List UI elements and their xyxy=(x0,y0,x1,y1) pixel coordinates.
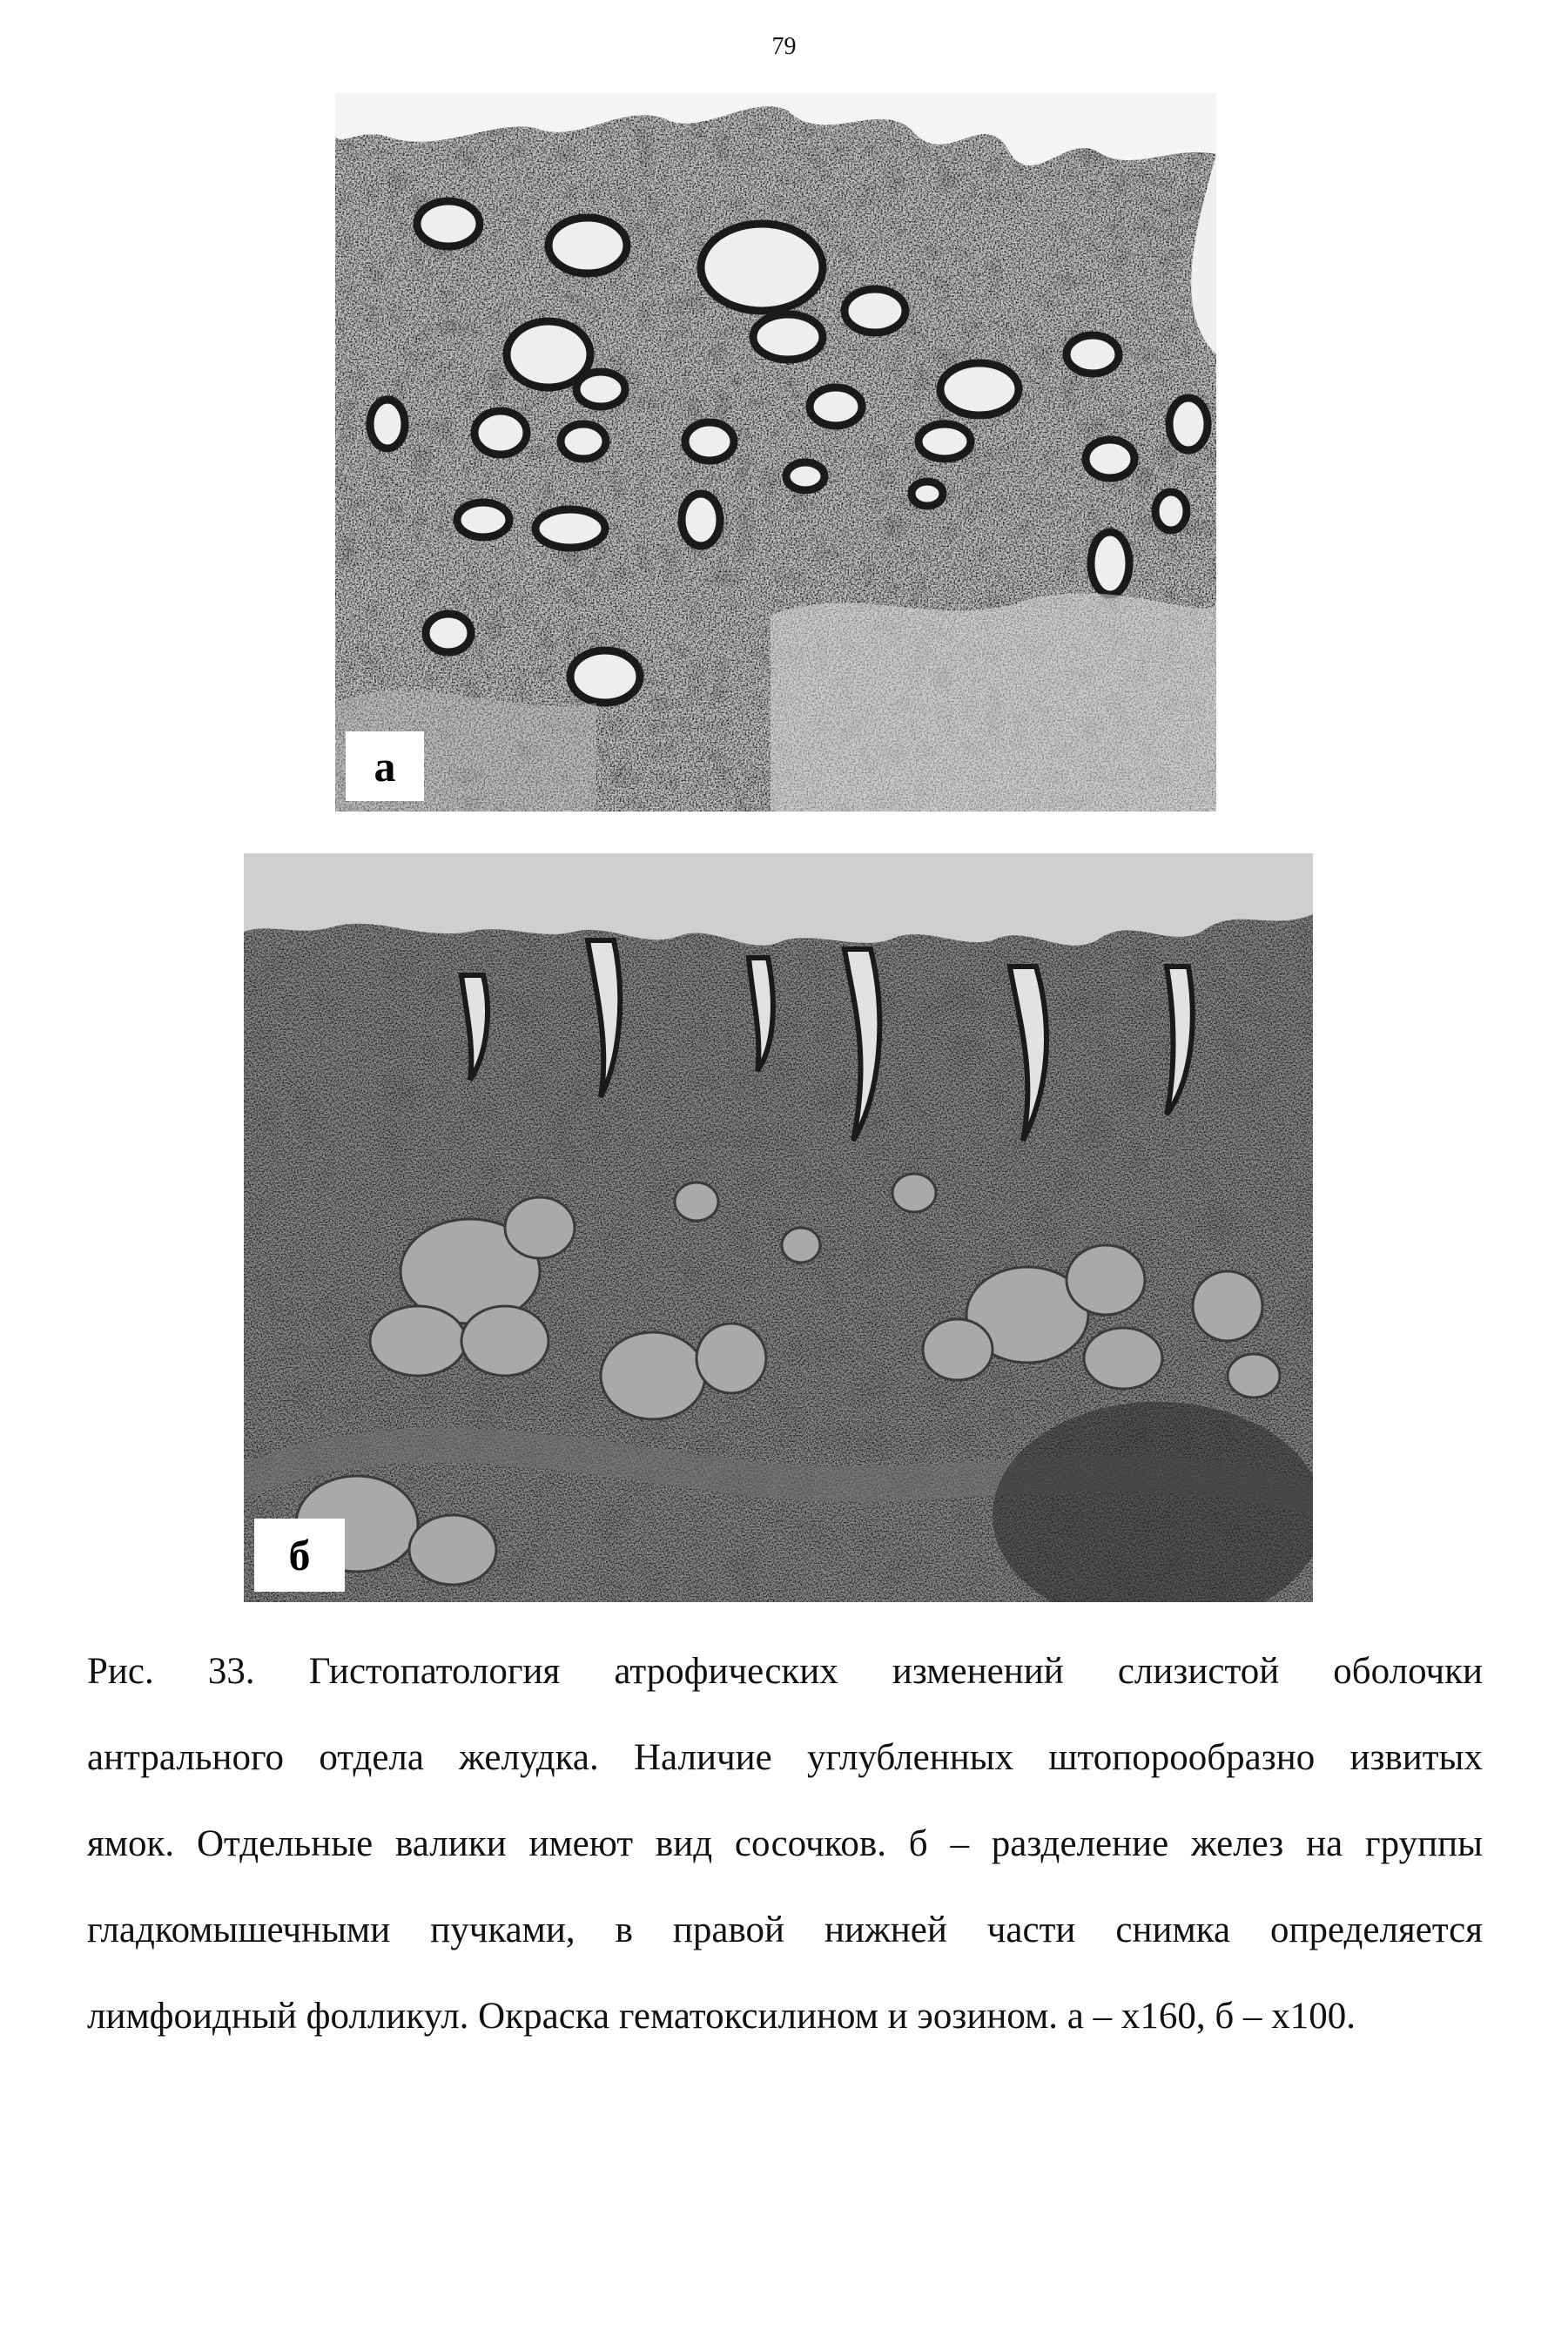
micrograph-b xyxy=(244,853,1313,1602)
caption-line-3: ямок. Отдельные валики имеют вид сосочков. б – разделение желез на группы xyxy=(87,1823,1483,1864)
micrograph-a xyxy=(335,93,1216,812)
panel-label-b: б xyxy=(254,1519,345,1592)
figure-caption xyxy=(87,1628,1483,2059)
caption-line-2: антрального отдела желудка. Наличие углубленных штопорообразно извитых xyxy=(87,1737,1483,1778)
micrograph-a-image xyxy=(335,93,1216,812)
caption-line-5: лимфоидный фолликул. Окраска гематоксилином и эозином. а – х160, б – х100. xyxy=(87,1996,1356,2037)
page-number: 79 xyxy=(771,33,797,60)
panel-label-a: а xyxy=(346,731,424,801)
caption-line-4: гладкомышечными пучками, в правой нижней части снимка определяется xyxy=(87,1910,1483,1950)
micrograph-b-image xyxy=(244,853,1313,1602)
caption-line-1: Рис. 33. Гистопатология атрофических изменений слизистой оболочки xyxy=(87,1651,1483,1692)
